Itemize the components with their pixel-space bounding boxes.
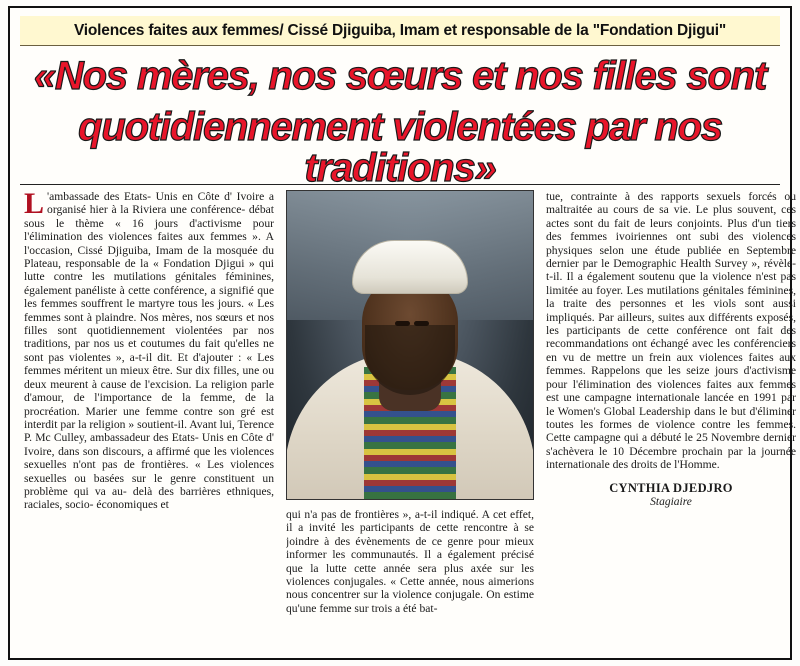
column-right-text: tue, contrainte à des rapports sexuels forcés ou maltraitée au cours de sa vie. Le plus souvent, ces actes sont du fait de leurs conjoints. Plus d'un tiers des femmes ivoiriennes ont subi des violences physiques selon une étude publiée en Septembre dernier par le Demographic Health Survey », révèle-t-il. Il a également soutenu que la violence n'est pas limitée au foyer. Les mutilations génitales féminines, la traite des personnes et les viols sont aussi impliqués. Par ailleurs, suites aux différents exposés, les participants de cette conférence ont fait des recommandations ont échangé avec les conférenciers en vu de mettre un frein aux violences faites aux femmes. Rappelons que les seize jours d'activisme pour l'élimination des violences faites aux femmes est une campagne internationale lancée en 1991 par le Women's Global Leadership dans le but d'éliminer toutes les formes de violence contre les femmes. Cette campagne qui a débuté le 25 Novembre dernier s'achèvera le 10 Décembre prochain par la journée internationale des droits de l'Homme. [546, 190, 796, 472]
column-middle [286, 190, 534, 650]
page-frame [8, 6, 796, 660]
column-right [546, 190, 796, 650]
photo-eye-right [414, 321, 429, 326]
headline-divider [20, 184, 780, 185]
headline-line-2: quotidiennement violentées par nos traditions» [78, 104, 722, 190]
photo-cap [352, 240, 468, 294]
kicker-text: Violences faites aux femmes/ Cissé Djiguiba, Imam et responsable de la "Fondation Djigui" [73, 21, 727, 39]
article-photo [286, 190, 534, 500]
byline-name: CYNTHIA DJEDJRO [609, 480, 733, 495]
drop-cap: L [24, 190, 45, 220]
column-left-text: 'ambassade des Etats- Unis en Côte d' Ivoire a organisé hier à la Riviera une conférence- débat sous le thème « 16 jours d'activisme pour l'élimination des violences faites aux femmes ». A l'occasion, Cissé Djiguiba, Imam de la mosquée du Plateau, responsable de la « Fondation Djigui » qui lutte contre les mutilations génitales féminines, également panéliste à cette conférence, a signifié que les femmes souffrent le martyre tous les jours. « Les femmes sont à plaindre. Nos mères, nos sœurs et nos filles sont quotidiennement violentées par nos traditions, par nos us et coutumes du fait qu'elles ne sont pas violentes », a-t-il dit. Et d'ajouter : « Les femmes méritent un mieux être. Sur dix filles, une ou deux meurent à cause de l'excision. La religion parle d'amour, de l'importance de la femme, de la procréation. Marier une femme contre son gré est interdit par la religion » soutient-il. Avant lui, Terence P. Mc Culley, ambassadeur des Etats- Unis en Côte d' Ivoire, dans son discours, a affirmé que les violences sexuelles n'ont pas de frontières. « Les violences sexuelles ou basées sur le genre constituent un problème qui va au- delà des barrières ethniques, raciales, socio- économiques et [24, 190, 274, 512]
article-body [24, 190, 796, 650]
column-layout [24, 190, 796, 650]
byline [546, 482, 796, 510]
headline-line-1: «Nos mères, nos sœurs et nos filles sont [33, 54, 767, 98]
kicker-band [20, 16, 780, 46]
column-middle-text: qui n'a pas de frontières », a-t-il indiqué. A cet effet, il a invité les participants de cette rencontre à se joindre à des évènements de ce genre pour mieux informer les communautés. Il a également précisé que la lutte cette année sera plus axée sur les violences conjugales. « Cette année, nous aimerions nous concentrer sur la violence conjugale. On estime qu'une femme sur trois a été bat- [286, 508, 534, 615]
photo-eye-left [395, 321, 410, 326]
byline-role: Stagiaire [650, 495, 692, 508]
headline [20, 50, 780, 190]
column-left [24, 190, 274, 650]
